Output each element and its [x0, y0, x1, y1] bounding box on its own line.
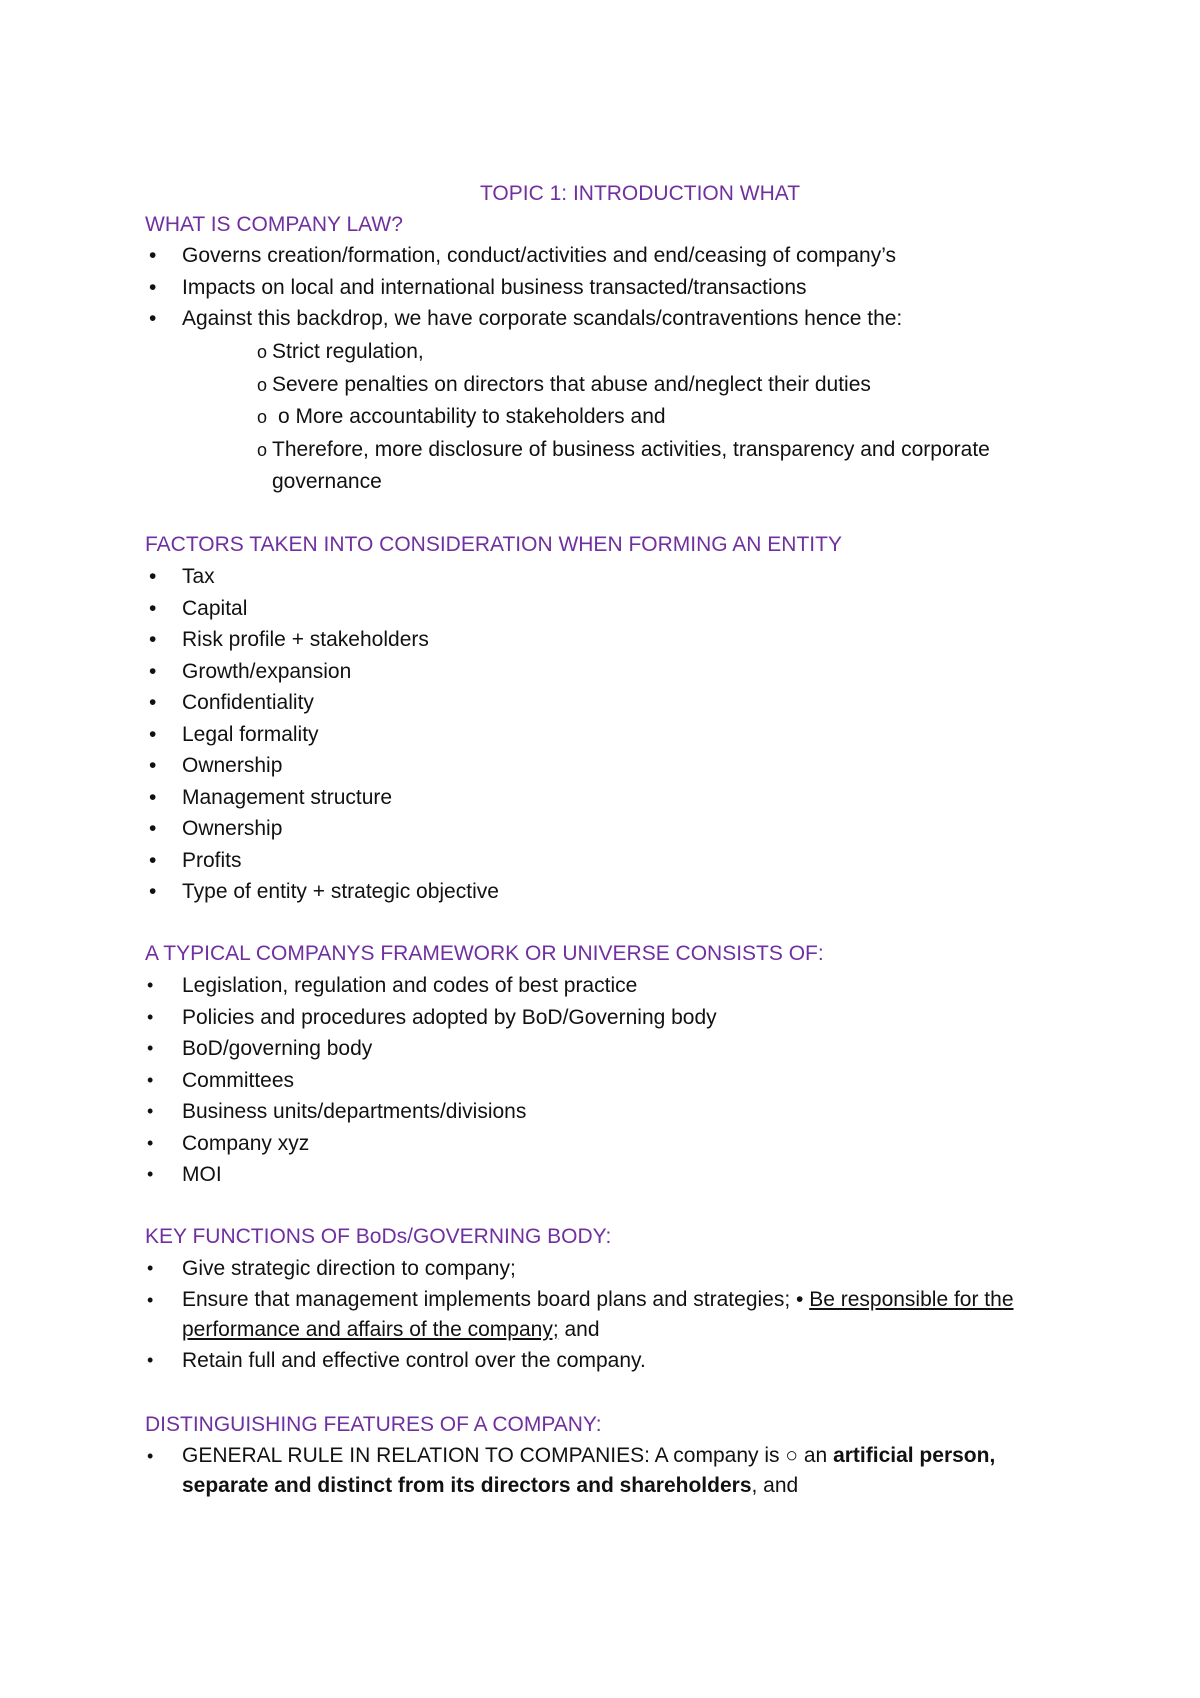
bullet-icon: • [149, 565, 157, 588]
section-heading-company-law: WHAT IS COMPANY LAW? [145, 213, 403, 236]
list-item: • Impacts on local and international business transacted/transactions [145, 272, 902, 304]
list-item: • Growth/expansion [145, 656, 499, 688]
list-item: • Legislation, regulation and codes of best practice [145, 970, 717, 1002]
list-item: • Ownership [145, 750, 499, 782]
list-item: • Retain full and effective control over the company. [145, 1345, 1082, 1377]
bullet-icon: • [149, 848, 157, 872]
list-item: • Legal formality [145, 719, 499, 751]
bullet-icon: • [149, 307, 157, 330]
company-law-sublist [257, 336, 1072, 499]
bullet-icon: • [149, 785, 157, 809]
list-item: • Type of entity + strategic objective [145, 876, 499, 908]
circle-bullet-icon: o [257, 439, 268, 460]
list-item: • Management structure [145, 782, 499, 814]
list-item: • Profits [145, 845, 499, 877]
bullet-icon: • [147, 1101, 154, 1121]
bullet-icon: • [149, 691, 157, 714]
list-item: • Company xyz [145, 1128, 717, 1160]
page-title: TOPIC 1: INTRODUCTION WHAT [479, 182, 801, 205]
list-item: • Confidentiality [145, 687, 499, 719]
bullet-icon: • [147, 1349, 154, 1370]
list-item: • Against this backdrop, we have corporate scandals/contraventions hence the: [145, 303, 902, 335]
bullet-icon: • [149, 817, 157, 840]
bullet-icon: • [147, 1446, 154, 1466]
bullet-icon: • [149, 754, 157, 777]
circle-bullet-icon: o [257, 374, 268, 395]
sub-list-item: o o More accountability to stakeholders and [257, 401, 1072, 434]
bullet-icon: • [147, 1006, 154, 1027]
section-heading-framework: A TYPICAL COMPANYS FRAMEWORK OR UNIVERSE CONSISTS OF: [145, 942, 824, 965]
list-item: • Risk profile + stakeholders [145, 624, 499, 656]
bullet-icon: • [149, 722, 157, 746]
section-heading-factors: FACTORS TAKEN INTO CONSIDERATION WHEN FORMING AN ENTITY [145, 533, 842, 556]
sub-list-item: o Strict regulation, [257, 336, 1072, 369]
bullet-icon: • [149, 275, 157, 299]
list-item: • Ownership [145, 813, 499, 845]
list-item: • Policies and procedures adopted by BoD/Governing body [145, 1002, 717, 1034]
circle-bullet-icon: o [257, 407, 268, 428]
list-item: • Committees [145, 1065, 717, 1097]
distinguishing-features-list [145, 1441, 1082, 1501]
factors-list [145, 561, 499, 908]
company-law-list [145, 240, 902, 335]
bullet-icon: • [147, 1289, 154, 1310]
list-item: • Capital [145, 593, 499, 625]
bullet-icon: • [149, 244, 157, 267]
bullet-icon: • [149, 659, 157, 683]
list-item: • Tax [145, 561, 499, 593]
section-heading-distinguishing-features: DISTINGUISHING FEATURES OF A COMPANY: [145, 1413, 602, 1436]
bullet-icon: • [149, 628, 157, 651]
list-item: • Business units/departments/divisions [145, 1096, 717, 1128]
sub-list-item: o Therefore, more disclosure of business activities, transparency and corporate governance [257, 434, 1072, 499]
list-item: • MOI [145, 1159, 717, 1191]
bullet-icon: • [149, 596, 157, 620]
list-item: • BoD/governing body [145, 1033, 717, 1065]
list-item: • Ensure that management implements board plans and strategies; • Be responsible for the performance and affairs of the company; and [145, 1285, 1082, 1345]
sub-list-item: o Severe penalties on directors that abuse and/neglect their duties [257, 369, 1072, 402]
bullet-icon: • [147, 1038, 154, 1058]
framework-list [145, 970, 717, 1191]
list-item: • Governs creation/formation, conduct/activities and end/ceasing of company’s [145, 240, 902, 272]
bullet-icon: • [147, 1069, 154, 1090]
circle-bullet-icon: o [257, 342, 268, 362]
section-heading-key-functions: KEY FUNCTIONS OF BoDs/GOVERNING BODY: [145, 1225, 612, 1248]
bullet-icon: • [149, 880, 157, 903]
list-item: • GENERAL RULE IN RELATION TO COMPANIES: A company is ○ an artificial person, separate and distinct from its directors and shareholders, and [145, 1441, 1082, 1501]
bullet-icon: • [147, 1132, 154, 1153]
underlined-text: Be responsible for the performance and affairs of the company; [182, 1287, 1014, 1341]
bullet-icon: • [147, 1258, 154, 1278]
bullet-icon: • [147, 975, 154, 995]
bullet-icon: • [147, 1164, 154, 1184]
bold-text: artificial person, separate and distinct from its directors and shareholders [182, 1444, 996, 1497]
list-item: • Give strategic direction to company; [145, 1253, 1082, 1285]
key-functions-list [145, 1253, 1082, 1376]
